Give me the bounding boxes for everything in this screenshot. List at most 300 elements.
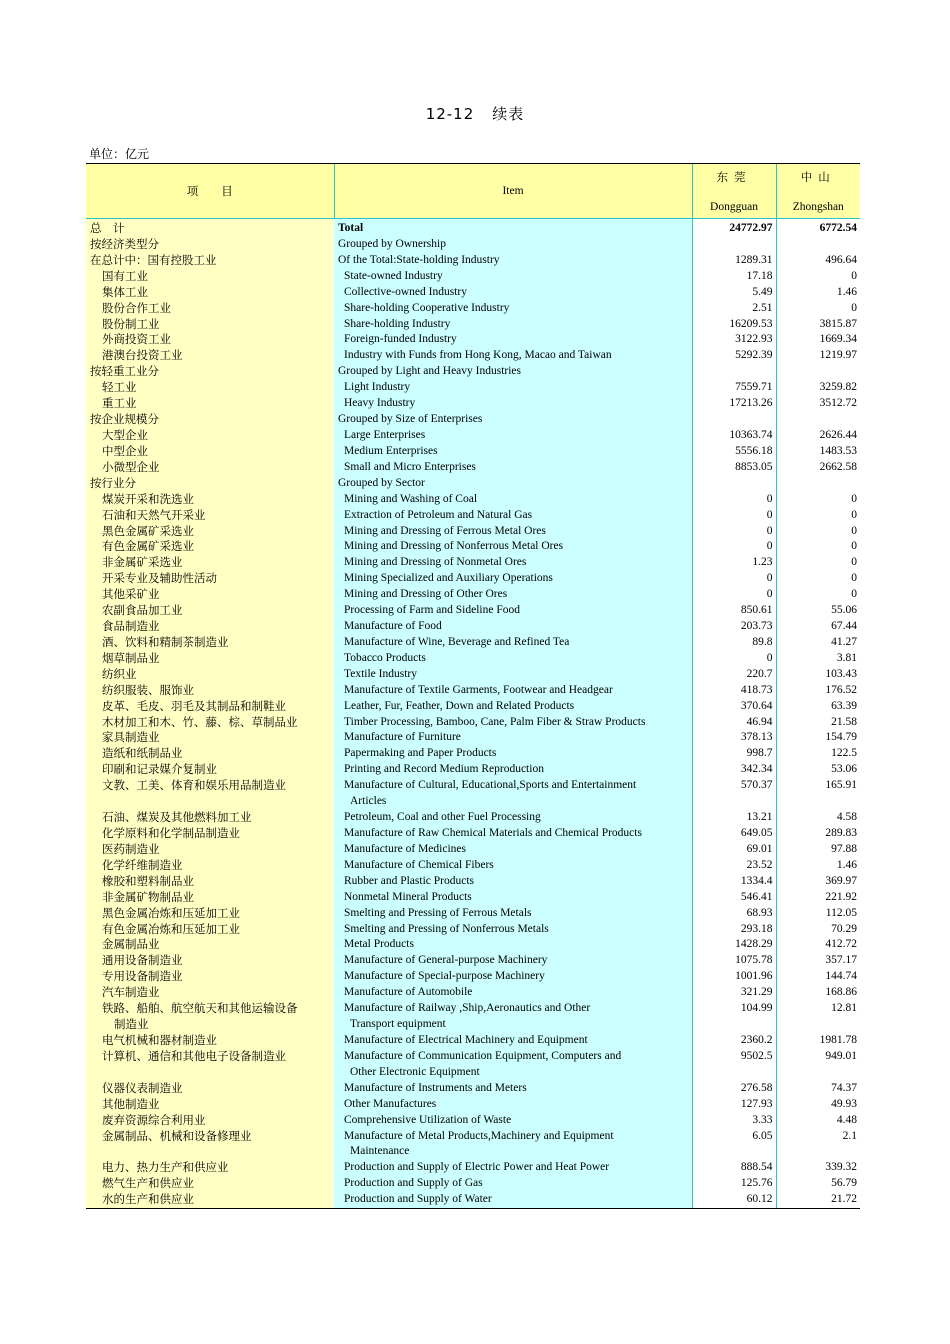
row-label-cn-text: 印刷和记录媒介复制业 <box>102 762 217 777</box>
row-label-en-text: Industry with Funds from Hong Kong, Macao and Taiwan <box>344 349 612 362</box>
table-row <box>86 922 860 938</box>
value-zhongshan: 3259.82 <box>776 380 860 396</box>
row-label-cn <box>86 762 334 778</box>
value-zhongshan: 949.01 <box>776 1049 860 1081</box>
row-label-en <box>334 778 692 810</box>
row-label-cn-text: 橡胶和塑料制品业 <box>102 873 194 888</box>
value-zhongshan: 6772.54 <box>776 219 860 237</box>
row-label-cn-text: 铁路、船舶、航空航天和其他运输设备 <box>102 1001 298 1016</box>
row-label-en-text: Manufacture of Electrical Machinery and Equipment <box>344 1034 588 1047</box>
row-label-en-text: Medium Enterprises <box>344 444 438 457</box>
header-zhongshan-en: Zhongshan <box>792 201 844 213</box>
row-label-cn-text: 燃气生产和供应业 <box>102 1176 194 1191</box>
value-zhongshan: 1981.78 <box>776 1033 860 1049</box>
value-dongguan: 6.05 <box>692 1129 776 1161</box>
row-label-en-text: Mining and Dressing of Other Ores <box>344 588 508 601</box>
header-item-en: Item <box>334 164 692 219</box>
row-label-en-cont: Other Electronic Equipment <box>350 1065 480 1078</box>
value-zhongshan: 2662.58 <box>776 460 860 476</box>
value-zhongshan: 63.39 <box>776 699 860 715</box>
value-dongguan: 46.94 <box>692 715 776 731</box>
value-dongguan: 342.34 <box>692 762 776 778</box>
row-label-cn-text: 有色金属冶炼和压延加工业 <box>102 921 240 936</box>
value-dongguan: 125.76 <box>692 1176 776 1192</box>
row-label-cn <box>86 1049 334 1081</box>
row-label-cn-text: 金属制品业 <box>102 937 160 952</box>
row-label-cn <box>86 555 334 571</box>
row-label-cn-text: 家具制造业 <box>102 730 160 745</box>
header-item-cn: 项 目 <box>86 164 334 219</box>
row-label-en-text: Extraction of Petroleum and Natural Gas <box>344 508 533 521</box>
row-label-cn <box>86 603 334 619</box>
table-row <box>86 651 860 667</box>
row-label-cn <box>86 444 334 460</box>
value-zhongshan: 144.74 <box>776 969 860 985</box>
row-label-cn-text: 酒、饮料和精制茶制造业 <box>102 634 229 649</box>
row-label-en <box>334 1033 692 1049</box>
value-dongguan: 69.01 <box>692 842 776 858</box>
value-dongguan: 546.41 <box>692 890 776 906</box>
row-label-en-text: Share-holding Industry <box>344 317 451 330</box>
row-label-en <box>334 874 692 890</box>
row-label-cn <box>86 937 334 953</box>
row-label-en <box>334 492 692 508</box>
value-zhongshan: 0 <box>776 492 860 508</box>
value-zhongshan: 21.72 <box>776 1192 860 1208</box>
row-label-en <box>334 587 692 603</box>
value-zhongshan: 122.5 <box>776 746 860 762</box>
value-dongguan: 203.73 <box>692 619 776 635</box>
row-label-cn-text: 重工业 <box>102 396 137 411</box>
data-table <box>86 163 860 1209</box>
value-dongguan: 104.99 <box>692 1001 776 1033</box>
row-label-cn-text: 非金属矿采选业 <box>102 555 183 570</box>
value-zhongshan: 0 <box>776 269 860 285</box>
value-dongguan: 7559.71 <box>692 380 776 396</box>
row-label-en-text: Grouped by Sector <box>338 476 425 489</box>
value-dongguan: 2360.2 <box>692 1033 776 1049</box>
row-label-en <box>334 508 692 524</box>
row-label-en <box>334 953 692 969</box>
row-label-cn <box>86 1097 334 1113</box>
header-dongguan <box>692 164 776 219</box>
table-row <box>86 1001 860 1033</box>
row-label-cn-text: 电力、热力生产和供应业 <box>102 1160 229 1175</box>
value-dongguan: 17.18 <box>692 269 776 285</box>
row-label-en <box>334 428 692 444</box>
value-zhongshan: 74.37 <box>776 1081 860 1097</box>
row-label-cn <box>86 874 334 890</box>
value-zhongshan: 1.46 <box>776 285 860 301</box>
row-label-cn-text: 文教、工美、体育和娱乐用品制造业 <box>102 778 286 793</box>
value-dongguan <box>692 476 776 492</box>
value-zhongshan: 3815.87 <box>776 317 860 333</box>
table-row <box>86 1113 860 1129</box>
value-dongguan: 1289.31 <box>692 253 776 269</box>
value-dongguan: 1334.4 <box>692 874 776 890</box>
row-label-en <box>334 985 692 1001</box>
row-label-cn-text: 水的生产和供应业 <box>102 1192 194 1207</box>
table-row <box>86 253 860 269</box>
table-row <box>86 1160 860 1176</box>
table-row <box>86 332 860 348</box>
value-zhongshan: 0 <box>776 508 860 524</box>
row-label-en-text: Printing and Record Medium Reproduction <box>344 763 544 776</box>
table-row <box>86 619 860 635</box>
row-label-en <box>334 826 692 842</box>
value-dongguan: 321.29 <box>692 985 776 1001</box>
value-dongguan <box>692 364 776 380</box>
table-row <box>86 444 860 460</box>
table-row <box>86 1081 860 1097</box>
table-row <box>86 237 860 253</box>
row-label-en <box>334 969 692 985</box>
row-label-en-text: Manufacture of Communication Equipment, Computers and <box>344 1049 622 1062</box>
value-dongguan: 10363.74 <box>692 428 776 444</box>
row-label-en <box>334 715 692 731</box>
row-label-en <box>334 906 692 922</box>
unit-label: 单位：亿元 <box>89 147 150 161</box>
row-label-en <box>334 667 692 683</box>
row-label-en <box>334 603 692 619</box>
value-zhongshan: 4.58 <box>776 810 860 826</box>
table-row <box>86 380 860 396</box>
row-label-en <box>334 746 692 762</box>
row-label-en <box>334 555 692 571</box>
row-label-cn <box>86 810 334 826</box>
table-row <box>86 317 860 333</box>
table-row <box>86 667 860 683</box>
table-row <box>86 635 860 651</box>
row-label-en-text: Manufacture of Railway ,Ship,Aeronautics and Other <box>344 1002 591 1015</box>
value-zhongshan: 0 <box>776 301 860 317</box>
value-dongguan: 13.21 <box>692 810 776 826</box>
table-row <box>86 524 860 540</box>
table-row <box>86 699 860 715</box>
table-body <box>86 219 860 1209</box>
row-label-en <box>334 380 692 396</box>
row-label-cn <box>86 348 334 364</box>
table-row <box>86 715 860 731</box>
row-label-cn-text: 股份合作工业 <box>102 300 171 315</box>
row-label-en <box>334 332 692 348</box>
header-dongguan-cn: 东莞 <box>716 172 752 184</box>
row-label-cn <box>86 890 334 906</box>
table-row <box>86 587 860 603</box>
value-zhongshan: 0 <box>776 587 860 603</box>
table-row <box>86 301 860 317</box>
header-zhongshan-cn: 中山 <box>800 172 836 184</box>
row-label-en-text: Light Industry <box>344 381 411 394</box>
value-dongguan: 16209.53 <box>692 317 776 333</box>
row-label-cn <box>86 1129 334 1161</box>
table-number: 12-12 <box>425 105 475 123</box>
value-dongguan: 60.12 <box>692 1192 776 1208</box>
row-label-en-text: Manufacture of Metal Products,Machinery and Equipment <box>344 1129 614 1142</box>
row-label-en-text: Nonmetal Mineral Products <box>344 890 472 903</box>
row-label-cn <box>86 842 334 858</box>
row-label-cn-text: 开采专业及辅助性活动 <box>102 571 217 586</box>
value-dongguan: 888.54 <box>692 1160 776 1176</box>
row-label-cn-text: 烟草制品业 <box>102 650 160 665</box>
value-dongguan <box>692 237 776 253</box>
row-label-cn <box>86 778 334 810</box>
value-zhongshan: 70.29 <box>776 922 860 938</box>
row-label-cn-text: 按行业分 <box>90 475 136 490</box>
row-label-en-text: Mining and Dressing of Nonmetal Ores <box>344 556 527 569</box>
table-row <box>86 285 860 301</box>
value-dongguan: 370.64 <box>692 699 776 715</box>
row-label-cn-text: 石油、煤炭及其他燃料加工业 <box>102 810 252 825</box>
table-row <box>86 492 860 508</box>
row-label-en-text: Production and Supply of Gas <box>344 1177 483 1190</box>
row-label-en <box>334 1049 692 1081</box>
row-label-cn <box>86 412 334 428</box>
row-label-en-text: Small and Micro Enterprises <box>344 460 476 473</box>
row-label-cn <box>86 492 334 508</box>
row-label-cn-text: 计算机、通信和其他电子设备制造业 <box>102 1048 286 1063</box>
row-label-cn <box>86 219 334 237</box>
table-row <box>86 219 860 237</box>
row-label-en-text: Mining and Washing of Coal <box>344 492 478 505</box>
value-zhongshan: 154.79 <box>776 730 860 746</box>
row-label-en <box>334 922 692 938</box>
table-row <box>86 555 860 571</box>
value-zhongshan: 49.93 <box>776 1097 860 1113</box>
value-zhongshan: 97.88 <box>776 842 860 858</box>
row-label-cn <box>86 651 334 667</box>
row-label-cn-cont: 制造业 <box>114 1017 149 1032</box>
table-row <box>86 842 860 858</box>
table-row <box>86 906 860 922</box>
row-label-en-text: Manufacture of Food <box>344 620 442 633</box>
row-label-en <box>334 285 692 301</box>
row-label-cn <box>86 460 334 476</box>
value-dongguan: 850.61 <box>692 603 776 619</box>
row-label-cn-text: 其他采矿业 <box>102 587 160 602</box>
row-label-cn-text: 仪器仪表制造业 <box>102 1080 183 1095</box>
row-label-en <box>334 237 692 253</box>
row-label-en <box>334 269 692 285</box>
row-label-en-text: Smelting and Pressing of Ferrous Metals <box>344 906 532 919</box>
row-label-cn <box>86 1113 334 1129</box>
value-zhongshan: 4.48 <box>776 1113 860 1129</box>
row-label-cn-text: 非金属矿物制品业 <box>102 889 194 904</box>
table-row <box>86 778 860 810</box>
row-label-en <box>334 842 692 858</box>
value-dongguan: 418.73 <box>692 683 776 699</box>
row-label-en <box>334 301 692 317</box>
row-label-en <box>334 444 692 460</box>
row-label-cn-text: 黑色金属冶炼和压延加工业 <box>102 905 240 920</box>
value-zhongshan <box>776 412 860 428</box>
row-label-en <box>334 348 692 364</box>
row-label-en-text: Grouped by Ownership <box>338 237 446 250</box>
table-row <box>86 810 860 826</box>
row-label-cn-text: 纺织服装、服饰业 <box>102 682 194 697</box>
row-label-cn <box>86 380 334 396</box>
value-zhongshan: 12.81 <box>776 1001 860 1033</box>
row-label-cn-text: 总 计 <box>90 221 125 235</box>
table-row <box>86 969 860 985</box>
row-label-en <box>334 1192 692 1208</box>
row-label-cn <box>86 253 334 269</box>
header-zhongshan <box>776 164 860 219</box>
table-row <box>86 476 860 492</box>
table-row <box>86 603 860 619</box>
value-dongguan: 8853.05 <box>692 460 776 476</box>
value-dongguan: 220.7 <box>692 667 776 683</box>
value-zhongshan: 0 <box>776 524 860 540</box>
value-zhongshan: 289.83 <box>776 826 860 842</box>
row-label-en <box>334 619 692 635</box>
row-label-cn-text: 木材加工和木、竹、藤、棕、草制品业 <box>102 714 298 729</box>
row-label-en-text: Tobacco Products <box>344 651 426 664</box>
row-label-en-text: Of the Total:State-holding Industry <box>338 253 500 266</box>
table-row <box>86 396 860 412</box>
row-label-cn <box>86 1176 334 1192</box>
value-zhongshan: 56.79 <box>776 1176 860 1192</box>
row-label-cn <box>86 699 334 715</box>
table-row <box>86 683 860 699</box>
row-label-cn-text: 汽车制造业 <box>102 985 160 1000</box>
row-label-en-text: Rubber and Plastic Products <box>344 874 474 887</box>
table-row <box>86 858 860 874</box>
row-label-en-text: Production and Supply of Electric Power and Heat Power <box>344 1161 610 1174</box>
row-label-cn-text: 小微型企业 <box>102 459 160 474</box>
table-row <box>86 269 860 285</box>
table-row <box>86 508 860 524</box>
value-zhongshan: 67.44 <box>776 619 860 635</box>
row-label-en-text: Large Enterprises <box>344 428 426 441</box>
row-label-en-text: Production and Supply of Water <box>344 1193 492 1206</box>
row-label-cn-text: 港澳台投资工业 <box>102 348 183 363</box>
row-label-en-text: Mining and Dressing of Nonferrous Metal Ores <box>344 540 564 553</box>
row-label-cn-text: 按轻重工业分 <box>90 364 159 379</box>
value-dongguan: 0 <box>692 492 776 508</box>
row-label-en-text: Processing of Farm and Sideline Food <box>344 604 520 617</box>
row-label-cn <box>86 317 334 333</box>
value-zhongshan <box>776 476 860 492</box>
row-label-cn-text: 国有工业 <box>102 268 148 283</box>
value-dongguan: 0 <box>692 651 776 667</box>
value-zhongshan: 168.86 <box>776 985 860 1001</box>
row-label-cn <box>86 858 334 874</box>
table-row <box>86 364 860 380</box>
value-zhongshan: 0 <box>776 539 860 555</box>
row-label-cn-text: 造纸和纸制品业 <box>102 746 183 761</box>
row-label-cn <box>86 906 334 922</box>
row-label-en-text: Manufacture of Instruments and Meters <box>344 1081 527 1094</box>
table-row <box>86 890 860 906</box>
row-label-en <box>334 1176 692 1192</box>
row-label-en-text: Manufacture of Textile Garments, Footwear and Headgear <box>344 683 613 696</box>
value-zhongshan <box>776 237 860 253</box>
row-label-cn-text: 股份制工业 <box>102 316 160 331</box>
row-label-cn <box>86 301 334 317</box>
table-row <box>86 1033 860 1049</box>
table-row <box>86 746 860 762</box>
value-dongguan: 998.7 <box>692 746 776 762</box>
row-label-en-text: Grouped by Light and Heavy Industries <box>338 365 522 378</box>
title-text: 续表 <box>492 105 525 123</box>
row-label-cn-text: 化学原料和化学制品制造业 <box>102 826 240 841</box>
value-zhongshan: 0 <box>776 571 860 587</box>
row-label-cn <box>86 587 334 603</box>
row-label-en-text: Papermaking and Paper Products <box>344 747 497 760</box>
table-row <box>86 985 860 1001</box>
row-label-en <box>334 460 692 476</box>
row-label-cn <box>86 396 334 412</box>
row-label-en-text: State-owned Industry <box>344 269 443 282</box>
row-label-en-cont: Maintenance <box>350 1145 410 1158</box>
row-label-cn-text: 医药制造业 <box>102 841 160 856</box>
table-row <box>86 348 860 364</box>
row-label-en <box>334 1081 692 1097</box>
value-zhongshan: 221.92 <box>776 890 860 906</box>
table-row <box>86 1097 860 1113</box>
row-label-en <box>334 476 692 492</box>
table-row <box>86 571 860 587</box>
row-label-cn <box>86 746 334 762</box>
row-label-cn-text: 通用设备制造业 <box>102 953 183 968</box>
value-zhongshan: 3512.72 <box>776 396 860 412</box>
row-label-en <box>334 937 692 953</box>
value-zhongshan: 2626.44 <box>776 428 860 444</box>
row-label-cn <box>86 1160 334 1176</box>
row-label-en <box>334 317 692 333</box>
row-label-en-text: Manufacture of General-purpose Machinery <box>344 954 548 967</box>
header-dongguan-en: Dongguan <box>710 201 758 213</box>
row-label-cn <box>86 619 334 635</box>
row-label-cn-text: 大型企业 <box>102 427 148 442</box>
row-label-en-text: Timber Processing, Bamboo, Cane, Palm Fiber & Straw Products <box>344 715 646 728</box>
table-row <box>86 730 860 746</box>
row-label-cn-text: 中型企业 <box>102 443 148 458</box>
row-label-en-text: Other Manufactures <box>344 1097 437 1110</box>
value-dongguan: 9502.5 <box>692 1049 776 1081</box>
value-dongguan: 5556.18 <box>692 444 776 460</box>
row-label-cn <box>86 985 334 1001</box>
row-label-en <box>334 1097 692 1113</box>
row-label-en <box>334 1001 692 1033</box>
value-dongguan: 2.51 <box>692 301 776 317</box>
row-label-en-text: Metal Products <box>344 938 414 951</box>
row-label-cn <box>86 524 334 540</box>
row-label-cn-text: 石油和天然气开采业 <box>102 507 206 522</box>
row-label-en <box>334 1160 692 1176</box>
row-label-cn-text: 废弃资源综合利用业 <box>102 1112 206 1127</box>
row-label-cn <box>86 1001 334 1033</box>
table-row <box>86 539 860 555</box>
row-label-cn <box>86 953 334 969</box>
row-label-en-cont: Transport equipment <box>350 1018 446 1031</box>
row-label-cn <box>86 826 334 842</box>
value-zhongshan: 369.97 <box>776 874 860 890</box>
value-zhongshan: 103.43 <box>776 667 860 683</box>
table-row <box>86 1049 860 1081</box>
value-zhongshan: 2.1 <box>776 1129 860 1161</box>
row-label-cn-text: 金属制品、机械和设备修理业 <box>102 1128 252 1143</box>
row-label-en <box>334 730 692 746</box>
row-label-en <box>334 762 692 778</box>
row-label-cn-text: 有色金属矿采选业 <box>102 539 194 554</box>
value-dongguan <box>692 412 776 428</box>
row-label-en-text: Manufacture of Raw Chemical Materials and Chemical Products <box>344 827 642 840</box>
value-zhongshan: 3.81 <box>776 651 860 667</box>
table-row <box>86 1192 860 1208</box>
row-label-cn-text: 电气机械和器材制造业 <box>102 1033 217 1048</box>
